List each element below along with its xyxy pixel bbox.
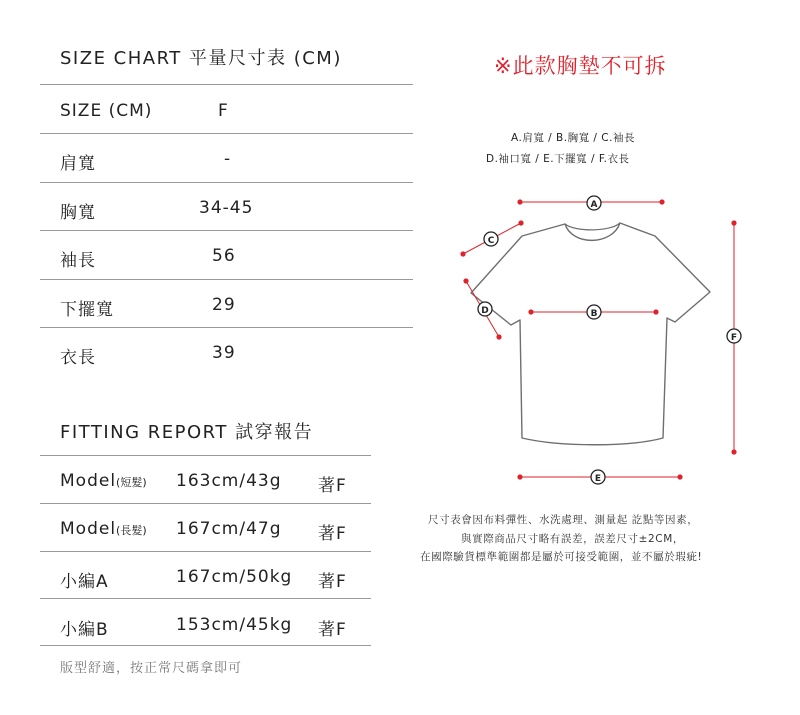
marker-d-label: D <box>481 306 489 316</box>
size-row-label: 胸寬 <box>60 203 96 223</box>
disclaimer-line-2: 與實際商品尺寸略有誤差，誤差尺寸±2CM， <box>461 533 684 545</box>
fitting-size: 著F <box>318 620 347 640</box>
measure-dot <box>677 474 682 479</box>
size-row-value: 29 <box>212 295 236 315</box>
fitting-name: Model <box>60 471 117 491</box>
size-row-label: 衣長 <box>60 348 96 368</box>
fitting-size: 著F <box>318 572 347 592</box>
measure-dot <box>496 334 501 339</box>
size-row-value: 56 <box>212 246 236 266</box>
fitting-measure: 167cm/47g <box>176 519 282 539</box>
size-row-value: 39 <box>212 343 236 363</box>
marker-c-label: C <box>487 236 495 246</box>
fitting-note: (長髮) <box>116 524 147 537</box>
marker-e-label: E <box>594 474 602 484</box>
measure-dot <box>518 220 523 225</box>
legend-line-1: A.肩寬 / B.胸寬 / C.袖長 <box>511 132 635 144</box>
fitting-footer-note: 版型舒適，按正常尺碼拿即可 <box>60 661 243 676</box>
size-header-value: F <box>218 101 229 121</box>
size-row-label: 袖長 <box>60 251 96 271</box>
size-header-label: SIZE (CM) <box>60 101 153 121</box>
marker-a-label: A <box>590 200 598 210</box>
notice-text: ※此款胸墊不可拆 <box>494 54 667 78</box>
fitting-name: Model <box>60 519 117 539</box>
size-chart-title: SIZE CHART 平量尺寸表 (CM) <box>60 48 342 69</box>
tshirt-outline <box>471 223 710 445</box>
marker-b-label: B <box>590 309 598 319</box>
measure-dot <box>731 449 736 454</box>
marker-f-label: F <box>730 333 738 343</box>
fitting-name: 小編A <box>60 572 109 592</box>
tshirt-collar-inner <box>565 223 620 230</box>
fitting-size: 著F <box>318 476 347 496</box>
measure-dot <box>517 474 522 479</box>
legend-line-2: D.袖口寬 / E.下擺寬 / F.衣長 <box>486 153 630 165</box>
fitting-size: 著F <box>318 524 347 544</box>
measure-dot <box>659 199 664 204</box>
fitting-note: (短髮) <box>116 476 147 489</box>
measure-dot <box>460 251 465 256</box>
measure-dot <box>517 199 522 204</box>
fitting-report-title: FITTING REPORT 試穿報告 <box>60 422 314 443</box>
size-row-label: 肩寬 <box>60 154 96 174</box>
measure-dot <box>731 220 736 225</box>
fitting-measure: 153cm/45kg <box>176 615 293 635</box>
disclaimer-line-1: 尺寸表會因布料彈性、水洗處理、測量起 訖點等因素， <box>428 514 699 526</box>
size-row-value: - <box>224 149 232 169</box>
size-row-label: 下擺寬 <box>60 300 114 320</box>
size-row-value: 34-45 <box>199 198 254 218</box>
measure-dot <box>528 309 533 314</box>
fitting-measure: 167cm/50kg <box>176 567 293 587</box>
measure-dot <box>463 278 468 283</box>
fitting-measure: 163cm/43g <box>176 471 282 491</box>
measure-dot <box>653 309 658 314</box>
fitting-name: 小編B <box>60 620 109 640</box>
disclaimer-line-3: 在國際驗貨標準範圍都是屬於可接受範圍，並不屬於瑕疵! <box>420 551 703 563</box>
